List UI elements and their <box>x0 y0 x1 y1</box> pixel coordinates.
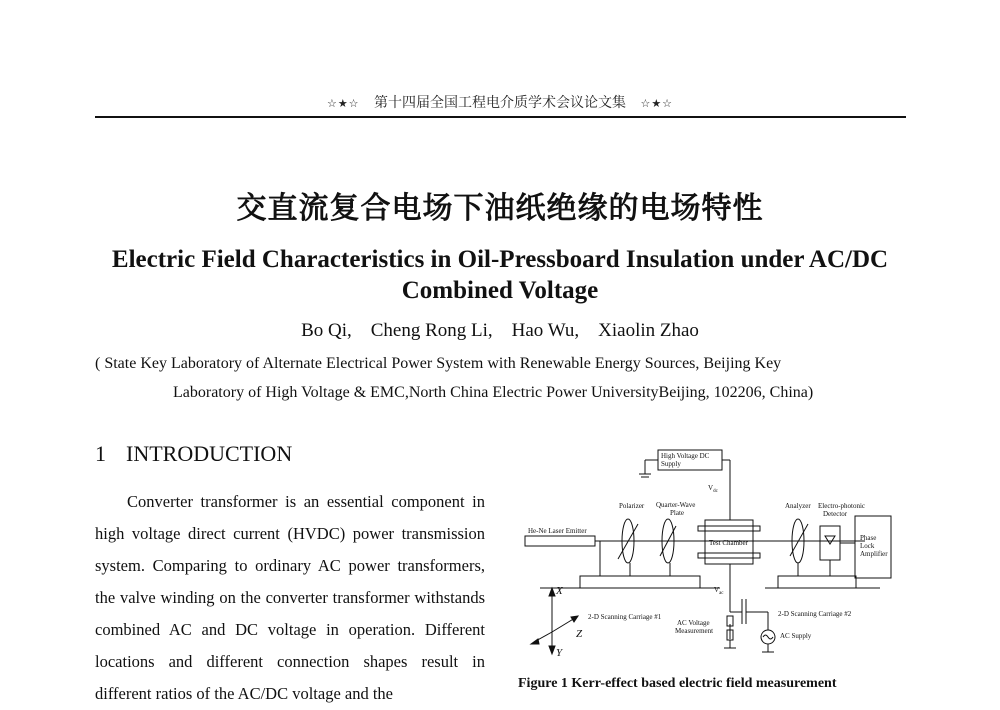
label-qwp-2: Plate <box>670 509 684 517</box>
running-header <box>95 92 905 112</box>
label-hv-dc: High Voltage DC <box>661 452 710 460</box>
figure-1 <box>520 444 900 664</box>
header-stars-right: ☆★☆ <box>640 97 674 110</box>
label-carriage-1: 2-D Scanning Carriage #1 <box>588 613 662 621</box>
label-test-chamber: Test Chamber <box>709 539 748 547</box>
title-chinese: 交直流复合电场下油纸绝缘的电场特性 <box>236 191 764 226</box>
section-number: 1 <box>95 441 106 466</box>
label-pla-2: Lock <box>860 542 875 550</box>
kerr-setup-diagram <box>520 444 900 664</box>
scanning-carriage-1 <box>580 576 700 588</box>
label-vdc: $V_{dc}$ <box>708 484 718 494</box>
label-carriage-2: 2-D Scanning Carriage #2 <box>778 610 852 618</box>
header-text: 第十四届全国工程电介质学术会议论文集 <box>374 95 626 111</box>
affiliation-line-2: Laboratory of High Voltage & EMC,North China Electric Power UniversityBeijing, 102206, China) <box>173 384 814 401</box>
body-paragraph-block <box>95 486 485 710</box>
label-laser: He-Ne Laser Emitter <box>528 527 587 535</box>
label-pla-3: Amplifier <box>860 550 888 558</box>
label-pla-1: Phase <box>860 534 877 542</box>
section-title: INTRODUCTION <box>126 441 293 466</box>
affiliation-line-1: ( State Key Laboratory of Alternate Electrical Power System with Renewable Energy Sources, Beijing Key <box>95 355 782 372</box>
section-heading <box>95 441 292 467</box>
label-epd-1: Electro-photonic <box>818 502 866 510</box>
label-ac-supply: AC Supply <box>780 632 812 640</box>
body-paragraph: Converter transformer is an essential component in high voltage direct current (HVDC) power transmission system. Comparing to ordinary AC power transformers, the valve winding on the converter transformer withstands combined AC and DC voltage in operation. Different locations and different connection shapes result in different ratios of the AC/DC voltage and the <box>95 492 485 703</box>
figure-caption: Figure 1 Kerr-effect based electric field measurement <box>518 676 837 691</box>
label-vac: $V_{ac}$ <box>714 586 724 596</box>
authors: Bo Qi, Cheng Rong Li, Hao Wu, Xiaolin Zhao <box>301 320 699 341</box>
label-qwp-1: Quarter-Wave <box>656 501 696 509</box>
scanning-carriage-2 <box>778 576 856 588</box>
label-polarizer: Polarizer <box>619 502 645 510</box>
photodetector-box <box>820 526 840 560</box>
label-analyzer: Analyzer <box>785 502 811 510</box>
label-acvm-2: Measurement <box>675 627 714 635</box>
axis-z-label: Z <box>576 628 583 640</box>
header-rule <box>95 116 906 118</box>
label-acvm-1: AC Voltage <box>677 619 710 627</box>
axis-y-label: Y <box>556 647 563 659</box>
affiliation <box>95 349 915 407</box>
header-stars-left: ☆★☆ <box>326 97 360 110</box>
title-english: Electric Field Characteristics in Oil-Pressboard Insulation under AC/DC Combined Voltage <box>111 246 889 304</box>
label-supply: Supply <box>661 460 681 468</box>
laser-emitter-box <box>525 536 595 546</box>
label-epd-2: Detector <box>823 510 848 518</box>
axis-x-label: X <box>556 585 563 597</box>
